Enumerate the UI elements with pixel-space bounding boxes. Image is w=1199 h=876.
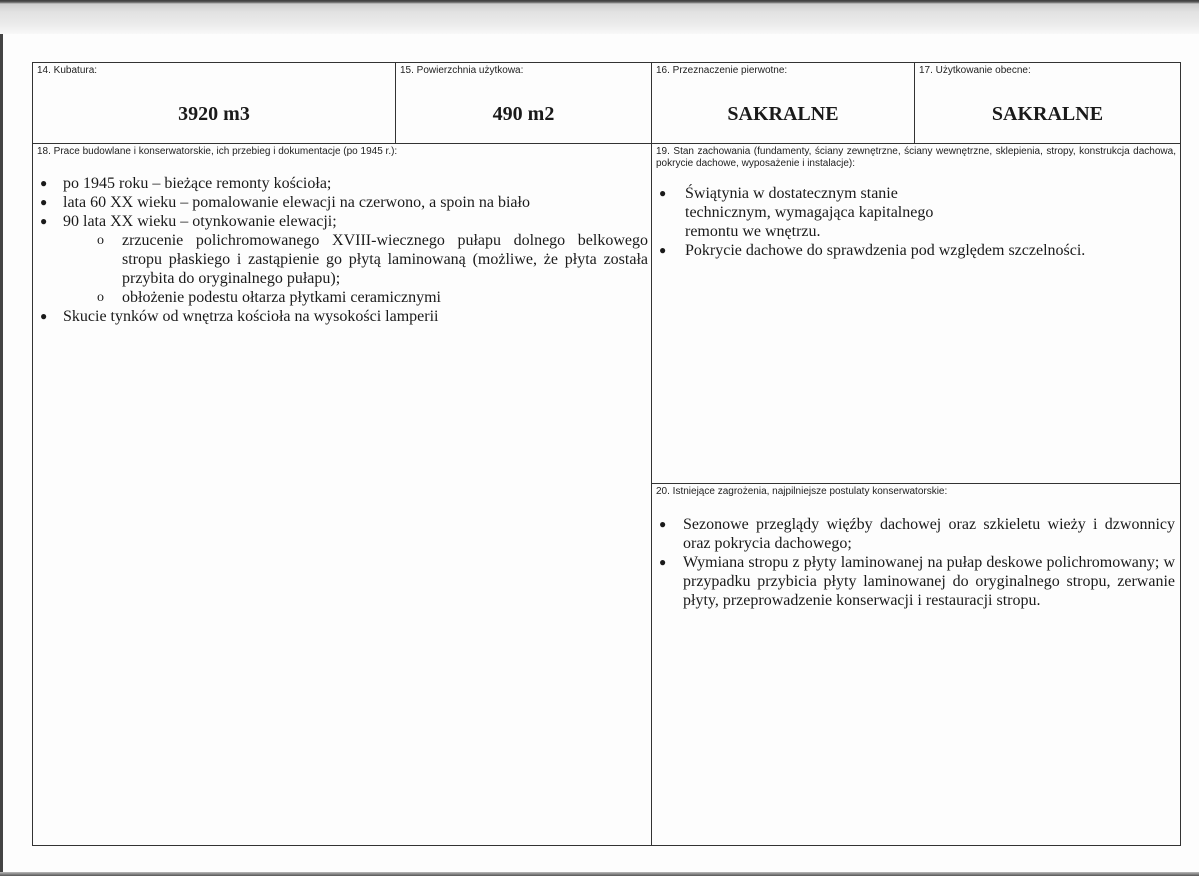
bullet-icon: ●: [40, 195, 48, 209]
cell-kubatura: [33, 63, 396, 144]
cell-prace: [33, 144, 652, 845]
cell-stan: [652, 144, 1180, 484]
scan-bottom-edge: [0, 872, 1199, 876]
zagrozenia-list: [652, 515, 1180, 610]
bullet-icon: ●: [40, 309, 48, 323]
prace-label: 18. Prace budowlane i konserwatorskie, ich przebieg i dokumentacje (po 1945 r.):: [37, 146, 398, 157]
powierzchnia-value: 490 m2: [492, 103, 555, 125]
prace-item: ● 90 lata XX wieku – otynkowanie elewacji;: [40, 213, 337, 230]
bullet-icon: ●: [659, 517, 667, 531]
uzytkowanie-label: 17. Użytkowanie obecne:: [919, 65, 1031, 76]
kubatura-label: 14. Kubatura:: [37, 65, 98, 76]
stan-list: [652, 184, 1180, 260]
uzytkowanie-value: SAKRALNE: [991, 103, 1104, 125]
prace-item: ● lata 60 XX wieku – pomalowanie elewacji na czerwono, a spoin na biało: [40, 194, 530, 211]
zagrozenia-item: ● Wymiana stropu z płyty laminowanej na pułap deskowe polichromowany; w przypadku przybicia płyty laminowanej do oryginalnego stropu, zerwanie płyty, przeprowadzenie konserwacji i restauracji stropu.: [659, 554, 1175, 609]
prace-item: ● po 1945 roku – bieżące remonty kościoła;: [40, 175, 332, 192]
stan-label: 19. Stan zachowania (fundamenty, ściany zewnętrzne, ściany wewnętrzne, sklepienia, stropy, konstrukcja dachowa, pokrycie dachowe, wyposażenie i instalacje):: [656, 146, 1176, 169]
cell-uzytkowanie: [915, 63, 1180, 144]
bullet-icon: ●: [40, 214, 48, 228]
cell-przeznaczenie: [652, 63, 915, 144]
cell-zagrozenia: [652, 484, 1180, 845]
prace-list: [33, 174, 651, 326]
zagrozenia-label: 20. Istniejące zagrożenia, najpilniejsze postulaty konserwatorskie:: [656, 486, 948, 497]
prace-item: ● Skucie tynków od wnętrza kościoła na wysokości lamperii: [40, 308, 439, 325]
stan-item: ● Świątynia w dostatecznym stanie technicznym, wymagająca kapitalnego remontu we wnętrzu.: [659, 185, 934, 240]
prace-subitem: o obłożenie podestu ołtarza płytkami ceramicznymi: [97, 289, 441, 306]
cell-powierzchnia: [396, 63, 652, 144]
powierzchnia-label: 15. Powierzchnia użytkowa:: [400, 65, 524, 76]
bullet-icon: ●: [659, 243, 667, 257]
sub-bullet-icon: o: [97, 233, 104, 248]
prace-subitem: o zrzucenie polichromowanego XVIII-wiecznego pułapu dolnego belkowego stropu płaskiego i zastąpienie go płytą laminowaną (możliwe, że płyta została przybita do oryginalnego pułapu);: [97, 232, 648, 287]
bullet-icon: ●: [40, 176, 48, 190]
bullet-icon: ●: [659, 555, 667, 569]
sub-bullet-icon: o: [97, 290, 104, 305]
stan-item: ● Pokrycie dachowe do sprawdzenia pod względem szczelności.: [659, 242, 1086, 259]
przeznaczenie-label: 16. Przeznaczenie pierwotne:: [656, 65, 788, 76]
bullet-icon: ●: [659, 186, 667, 200]
zagrozenia-item: ● Sezonowe przeglądy więźby dachowej oraz szkieletu wieży i dzwonnicy oraz pokrycia dachowego;: [659, 516, 1175, 552]
przeznaczenie-value: SAKRALNE: [727, 103, 839, 125]
record-sheet-table: [32, 62, 1181, 846]
scan-top-edge: [0, 0, 1199, 34]
kubatura-value: 3920 m3: [178, 103, 250, 125]
scan-left-edge: [0, 34, 3, 876]
